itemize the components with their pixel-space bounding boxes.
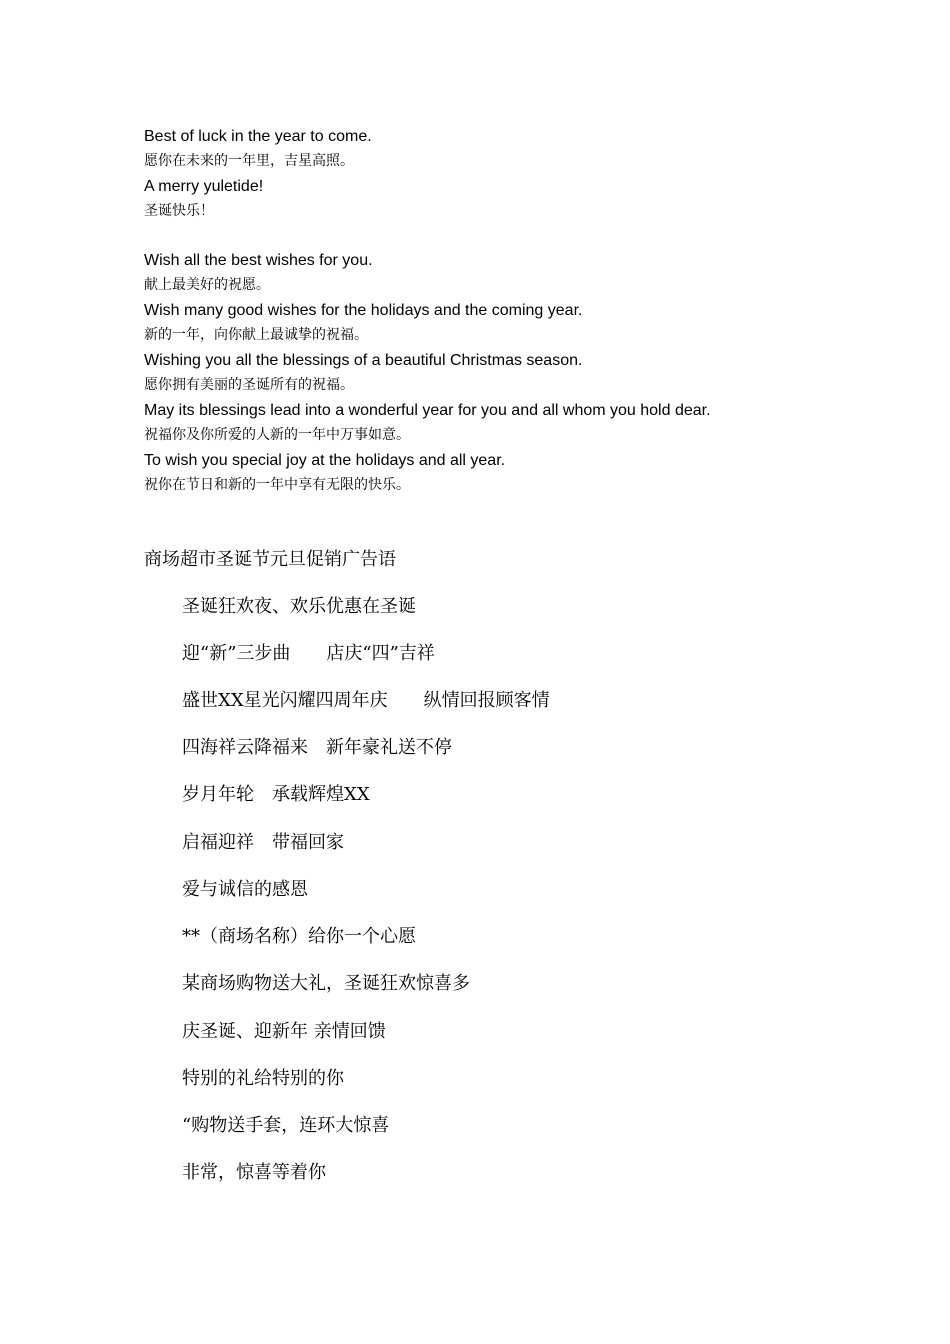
greeting-en: To wish you special joy at the holidays and all year. — [144, 452, 506, 469]
greeting-zh: 祝福你及你所爱的人新的一年中万事如意。 — [144, 427, 410, 443]
slogan-line: 庆圣诞、迎新年 亲情回馈 — [182, 1021, 386, 1042]
greeting-zh: 祝你在节日和新的一年中享有无限的快乐。 — [144, 477, 410, 493]
greeting-zh: 新的一年，向你献上最诚挚的祝福。 — [144, 327, 368, 343]
slogan-line: 爱与诚信的感恩 — [182, 879, 308, 900]
greeting-zh: 献上最美好的祝愿。 — [144, 277, 270, 293]
slogan-line: 盛世XX星光闪耀四周年庆 纵情回报顾客情 — [182, 690, 550, 711]
greeting-en: Wish all the best wishes for you. — [144, 252, 373, 269]
slogan-line: 特别的礼给特别的你 — [182, 1068, 344, 1089]
section-heading: 商场超市圣诞节元旦促销广告语 — [144, 549, 396, 570]
slogan-line: 启福迎祥 带福回家 — [182, 832, 344, 853]
slogan-line: 四海祥云降福来 新年豪礼送不停 — [182, 737, 452, 758]
greeting-en: Wish many good wishes for the holidays and the coming year. — [144, 302, 583, 319]
slogan-line: 某商场购物送大礼，圣诞狂欢惊喜多 — [182, 973, 470, 994]
slogan-line: “购物送手套，连环大惊喜 — [182, 1115, 390, 1136]
greeting-en: Wishing you all the blessings of a beautiful Christmas season. — [144, 352, 583, 369]
greeting-zh: 愿你拥有美丽的圣诞所有的祝福。 — [144, 377, 354, 393]
slogan-line: 非常，惊喜等着你 — [182, 1162, 326, 1183]
slogan-line: 岁月年轮 承载辉煌XX — [182, 784, 370, 805]
greeting-en: A merry yuletide! — [144, 178, 264, 195]
greeting-zh: 圣诞快乐！ — [144, 203, 214, 219]
greeting-zh: 愿你在未来的一年里，吉星高照。 — [144, 153, 354, 169]
greeting-en: May its blessings lead into a wonderful year for you and all whom you hold dear. — [144, 402, 711, 419]
slogan-line: 迎“新”三步曲 店庆“四”吉祥 — [182, 643, 435, 664]
greeting-en: Best of luck in the year to come. — [144, 128, 372, 145]
slogan-line: 圣诞狂欢夜、欢乐优惠在圣诞 — [182, 596, 416, 617]
slogan-line: **（商场名称）给你一个心愿 — [182, 926, 416, 947]
